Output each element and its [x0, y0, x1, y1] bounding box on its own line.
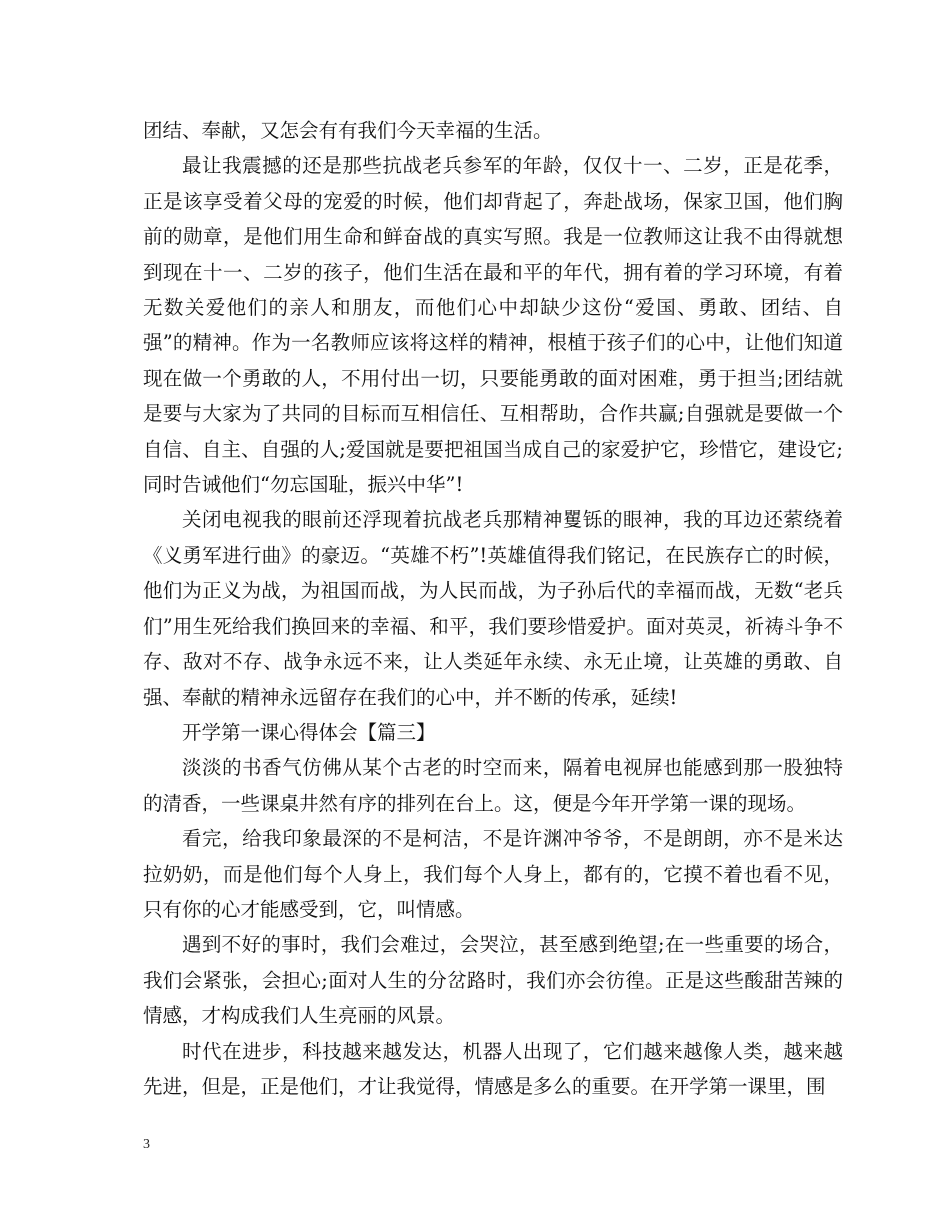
- paragraph-4: 淡淡的书香气仿佛从某个古老的时空而来，隔着电视屏也能感到那一股独特的清香，一些课桌井然有序的排列在台上。这，便是今年开学第一课的现场。: [143, 756, 843, 815]
- paragraph-7: 时代在进步，科技越来越发达，机器人出现了，它们越来越像人类，越来越先进，但是，正是他们，才让我觉得，情感是多么的重要。在开学第一课里，围: [143, 1039, 843, 1098]
- paragraph-5: 看完，给我印象最深的不是柯洁，不是许渊冲爷爷，不是朗朗，亦不是米达拉奶奶，而是他们每个人身上，我们每个人身上，都有的，它摸不着也看不见，只有你的心才能感受到，它，叫情感。: [143, 827, 843, 921]
- paragraph-2: 最让我震撼的还是那些抗战老兵参军的年龄，仅仅十一、二岁，正是花季，正是该享受着父母的宠爱的时候，他们却背起了，奔赴战场，保家卫国，他们胸前的勋章，是他们用生命和鲜奋战的真实写照。我是一位教师这让我不由得就想到现在十一、二岁的孩子，他们生活在最和平的年代，拥有着的学习环境，有着无数关爱他们的亲人和朋友，而他们心中却缺少这份“爱国、勇敢、团结、自强”的精神。作为一名教师应该将这样的精神，根植于孩子们的心中，让他们知道现在做一个勇敢的人，不用付出一切，只要能勇敢的面对困难，勇于担当;团结就是要与大家为了共同的目标而互相信任、互相帮助，合作共赢;自强就是要做一个自信、自主、自强的人;爱国就是要把祖国当成自己的家爱护它，珍惜它，建设它;同时告诫他们“勿忘国耻，振兴中华”!: [143, 154, 843, 497]
- section-heading: 开学第一课心得体会【篇三】: [182, 720, 436, 744]
- paragraph-1: 团结、奉献，又怎会有有我们今天幸福的生活。: [143, 119, 553, 142]
- paragraph-6: 遇到不好的事时，我们会难过，会哭泣，甚至感到绝望;在一些重要的场合，我们会紧张，会担心;面对人生的分岔路时，我们亦会彷徨。正是这些酸甜苦辣的情感，才构成我们人生亮丽的风景。: [143, 933, 843, 1028]
- page-number: 3: [143, 1137, 150, 1152]
- paragraph-3: 关闭电视我的眼前还浮现着抗战老兵那精神矍铄的眼神，我的耳边还萦绕着《义勇军进行曲》的豪迈。“英雄不朽”!英雄值得我们铭记，在民族存亡的时候，他们为正义为战，为祖国而战，为人民而战，为子孙后代的幸福而战，无数“老兵们”用生死给我们换回来的幸福、和平，我们要珍惜爱护。面对英灵，祈祷斗争不存、敌对不存、战争永远不来，让人类延年永续、永无止境，让英雄的勇敢、自强、奉献的精神永远留存在我们的心中，并不断的传承，延续!: [143, 508, 843, 709]
- document-body: [143, 113, 843, 1104]
